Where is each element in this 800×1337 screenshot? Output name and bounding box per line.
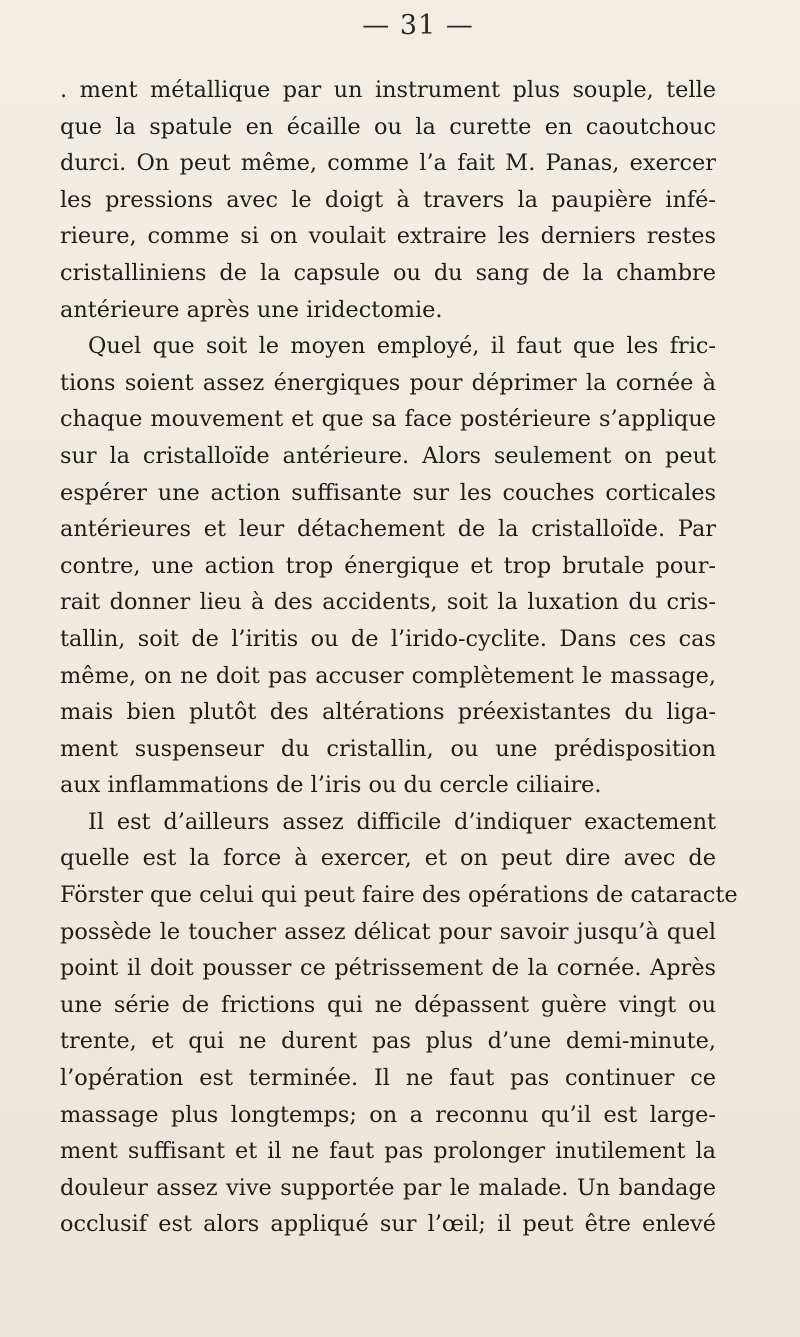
text-line: que la spatule en écaille ou la curette en caoutchouc xyxy=(60,113,716,140)
text-line: tallin, soit de l’iritis ou de l’irido-cyclite. Dans ces cas xyxy=(60,625,716,652)
text-line: tions soient assez énergiques pour déprimer la cornée à xyxy=(60,369,716,396)
text-line: ment suspenseur du cristallin, ou une prédisposition xyxy=(60,735,716,762)
text-line: massage plus longtemps; on a reconnu qu’il est large- xyxy=(60,1101,716,1128)
text-line: cristalliniens de la capsule ou du sang de la chambre xyxy=(60,259,716,286)
text-line: point il doit pousser ce pétrissement de la cornée. Après xyxy=(60,955,716,982)
text-line: possède le toucher assez délicat pour savoir jusqu’à quel xyxy=(60,918,716,945)
text-line: espérer une action suffisante sur les couches corticales xyxy=(60,479,716,506)
text-line: Förster que celui qui peut faire des opérations de cataracte xyxy=(60,882,738,909)
text-line: antérieures et leur détachement de la cristalloïde. Par xyxy=(60,516,716,543)
text-line: quelle est la force à exercer, et on peut dire avec de xyxy=(60,845,716,872)
text-line: l’opération est terminée. Il ne faut pas continuer ce xyxy=(60,1065,716,1092)
text-line: aux inflammations de l’iris ou du cercle ciliaire. xyxy=(60,772,602,799)
body-text xyxy=(60,72,738,1243)
text-line: même, on ne doit pas accuser complètement le massage, xyxy=(60,662,716,689)
text-line: les pressions avec le doigt à travers la paupière infé- xyxy=(60,186,716,213)
text-line: durci. On peut même, comme l’a fait M. Panas, exercer xyxy=(60,150,716,177)
text-line: douleur assez vive supportée par le malade. Un bandage xyxy=(60,1174,716,1201)
paragraph-start-line: Quel que soit le moyen employé, il faut que les fric- xyxy=(88,333,716,360)
text-line: contre, une action trop énergique et trop brutale pour- xyxy=(60,552,716,579)
text-line: rait donner lieu à des accidents, soit la luxation du cris- xyxy=(60,589,716,616)
text-line: . ment métallique par un instrument plus souple, telle xyxy=(60,77,716,103)
text-line: ment suffisant et il ne faut pas prolonger inutilement la xyxy=(60,1138,716,1165)
text-line: antérieure après une iridectomie. xyxy=(60,296,443,323)
page-number: — 31 — xyxy=(362,10,474,41)
text-line: sur la cristalloïde antérieure. Alors seulement on peut xyxy=(60,442,716,469)
text-line: chaque mouvement et que sa face postérieure s’applique xyxy=(60,406,716,433)
text-line: une série de frictions qui ne dépassent guère vingt ou xyxy=(60,991,716,1018)
text-line: mais bien plutôt des altérations préexistantes du liga- xyxy=(60,699,716,726)
text-line: rieure, comme si on voulait extraire les derniers restes xyxy=(60,223,716,250)
text-line: trente, et qui ne durent pas plus d’une demi-minute, xyxy=(60,1028,716,1055)
text-line: occlusif est alors appliqué sur l’œil; il peut être enlevé xyxy=(60,1211,716,1238)
paragraph-start-line: Il est d’ailleurs assez difficile d’indiquer exactement xyxy=(88,808,716,835)
